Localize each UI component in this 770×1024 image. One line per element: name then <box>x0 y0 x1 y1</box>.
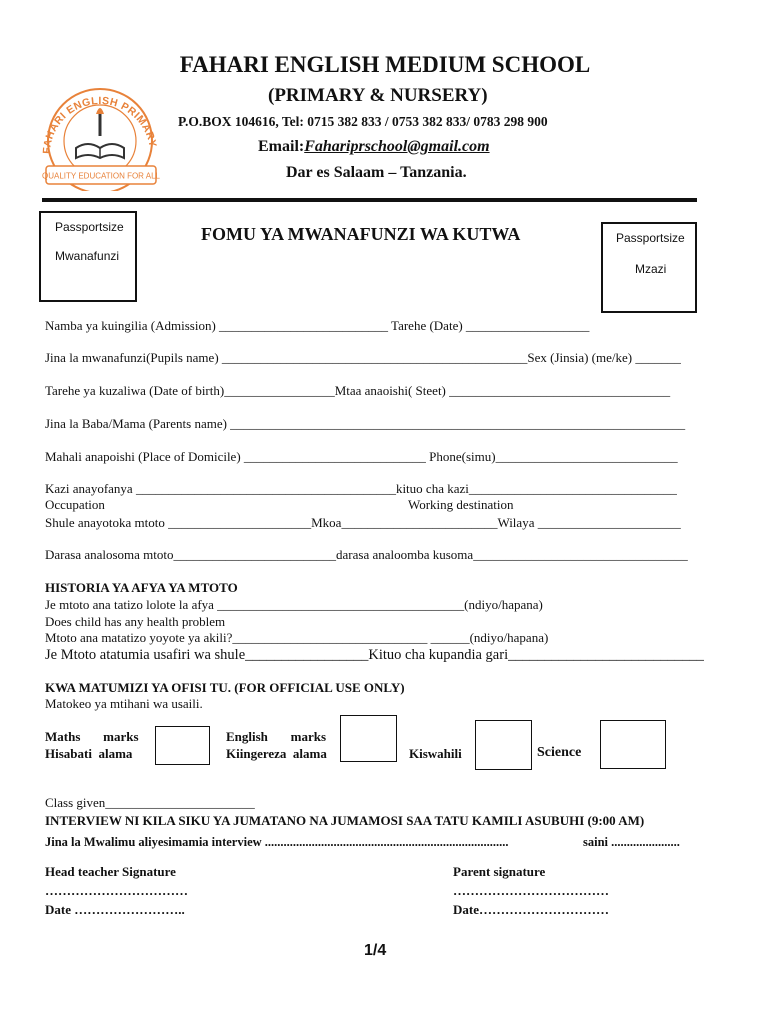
maths-label: Maths marks <box>45 729 139 744</box>
health-q1[interactable]: Je mtoto ana tatizo lolote la afya ______________________________________(ndiyo/hapana) <box>45 597 543 612</box>
student-photo-sub: Mwanafunzi <box>55 249 120 263</box>
english-label-sw: Kiingereza alama <box>226 746 327 761</box>
results-label: Matokeo ya mtihani wa usaili. <box>45 696 203 711</box>
occupation-label: Occupation <box>45 497 105 512</box>
parent-signature-label: Parent signature <box>453 864 546 879</box>
interview-schedule: INTERVIEW NI KILA SIKU YA JUMATANO NA JUMAMOSI SAA TATU KAMILI ASUBUHI (9:00 AM) <box>45 813 645 828</box>
transport-field[interactable]: Je Mtoto atatumia usafiri wa shule_________________Kituo cha kupandia gari___________________________ <box>45 647 704 663</box>
head-teacher-signature-field[interactable]: …………………………… <box>45 883 188 898</box>
birth-field[interactable]: Tarehe ya kuzaliwa (Date of birth)_________________Mtaa anaoishi( Steet) __________________________________ <box>45 383 671 398</box>
science-label: Science <box>537 745 582 760</box>
teacher-signature-field[interactable]: saini ...................... <box>583 835 680 849</box>
maths-marks-box[interactable] <box>155 726 210 765</box>
svg-text:FAHARI ENGLISH PRIMARY SCHOOL: FAHARI ENGLISH PRIMARY <box>40 94 159 155</box>
parent-photo-sub: Mzazi <box>635 262 667 276</box>
email-link[interactable]: Fahariprschool@gmail.com <box>304 138 490 155</box>
health-q1-en: Does child has any health problem <box>45 614 226 629</box>
email-line <box>258 138 490 156</box>
pupil-name-field[interactable]: Jina la mwanafunzi(Pupils name) _______________________________________________Sex (Jinsia) (me/ke) _______ <box>45 350 681 365</box>
page-number: 1/4 <box>364 942 387 959</box>
student-photo-label: Passportsize <box>55 220 124 234</box>
parent-photo-label: Passportsize <box>616 231 685 245</box>
school-name: FAHARI ENGLISH MEDIUM SCHOOL <box>179 52 591 77</box>
occupation-field[interactable]: Kazi anayofanya ________________________________________kituo cha kazi________________________________ <box>45 481 677 496</box>
head-teacher-date-field[interactable]: Date …………………….. <box>45 902 185 917</box>
domicile-field[interactable]: Mahali anapoishi (Place of Domicile) ____________________________ Phone(simu)____________________________ <box>45 449 678 464</box>
student-photo-box <box>39 211 137 302</box>
office-heading: KWA MATUMIZI YA OFISI TU. (FOR OFFICIAL USE ONLY) <box>45 680 405 695</box>
contacts: P.O.BOX 104616, Tel: 0715 382 833 / 0753 382 833/ 0783 298 900 <box>178 114 548 129</box>
english-label: English marks <box>226 729 327 744</box>
svg-text:QUALITY EDUCATION FOR ALL: QUALITY EDUCATION FOR ALL <box>42 171 160 181</box>
head-teacher-signature-label: Head teacher Signature <box>45 864 176 879</box>
science-marks-box[interactable] <box>600 720 666 769</box>
parent-signature-field[interactable]: ……………………………… <box>453 883 609 898</box>
health-q2[interactable]: Mtoto ana matatizo yoyote ya akili?______________________________ ______(ndiyo/hapana) <box>45 630 549 645</box>
kiswahili-label: Kiswahili <box>409 746 462 761</box>
admission-field[interactable]: Namba ya kuingilia (Admission) __________________________ Tarehe (Date) ___________________ <box>45 318 590 333</box>
school-subtitle: (PRIMARY & NURSERY) <box>268 85 488 106</box>
school-field[interactable]: Shule anayotoka mtoto ______________________Mkoa________________________Wilaya ______________________ <box>45 515 681 530</box>
maths-label-sw: Hisabati alama <box>45 746 133 761</box>
working-destination-label: Working destination <box>408 497 514 512</box>
parent-date-field[interactable]: Date………………………… <box>453 902 609 917</box>
header-divider <box>42 198 697 202</box>
class-field[interactable]: Darasa analosoma mtoto_________________________darasa analoomba kusoma_________________________________ <box>45 547 688 562</box>
english-marks-box[interactable] <box>340 715 397 762</box>
school-logo <box>32 66 167 191</box>
email-label: Email: <box>258 138 305 155</box>
health-heading: HISTORIA YA AFYA YA MTOTO <box>45 580 238 595</box>
teacher-name-field[interactable]: Jina la Mwalimu aliyesimamia interview .............................................................................. <box>45 835 509 849</box>
class-given-field[interactable]: Class given_______________________ <box>45 795 255 810</box>
parents-field[interactable]: Jina la Baba/Mama (Parents name) ______________________________________________________________________ <box>45 416 686 431</box>
form-title: FOMU YA MWANAFUNZI WA KUTWA <box>201 224 521 244</box>
parent-photo-box <box>601 222 697 313</box>
kiswahili-marks-box[interactable] <box>475 720 532 770</box>
location: Dar es Salaam – Tanzania. <box>286 164 467 181</box>
